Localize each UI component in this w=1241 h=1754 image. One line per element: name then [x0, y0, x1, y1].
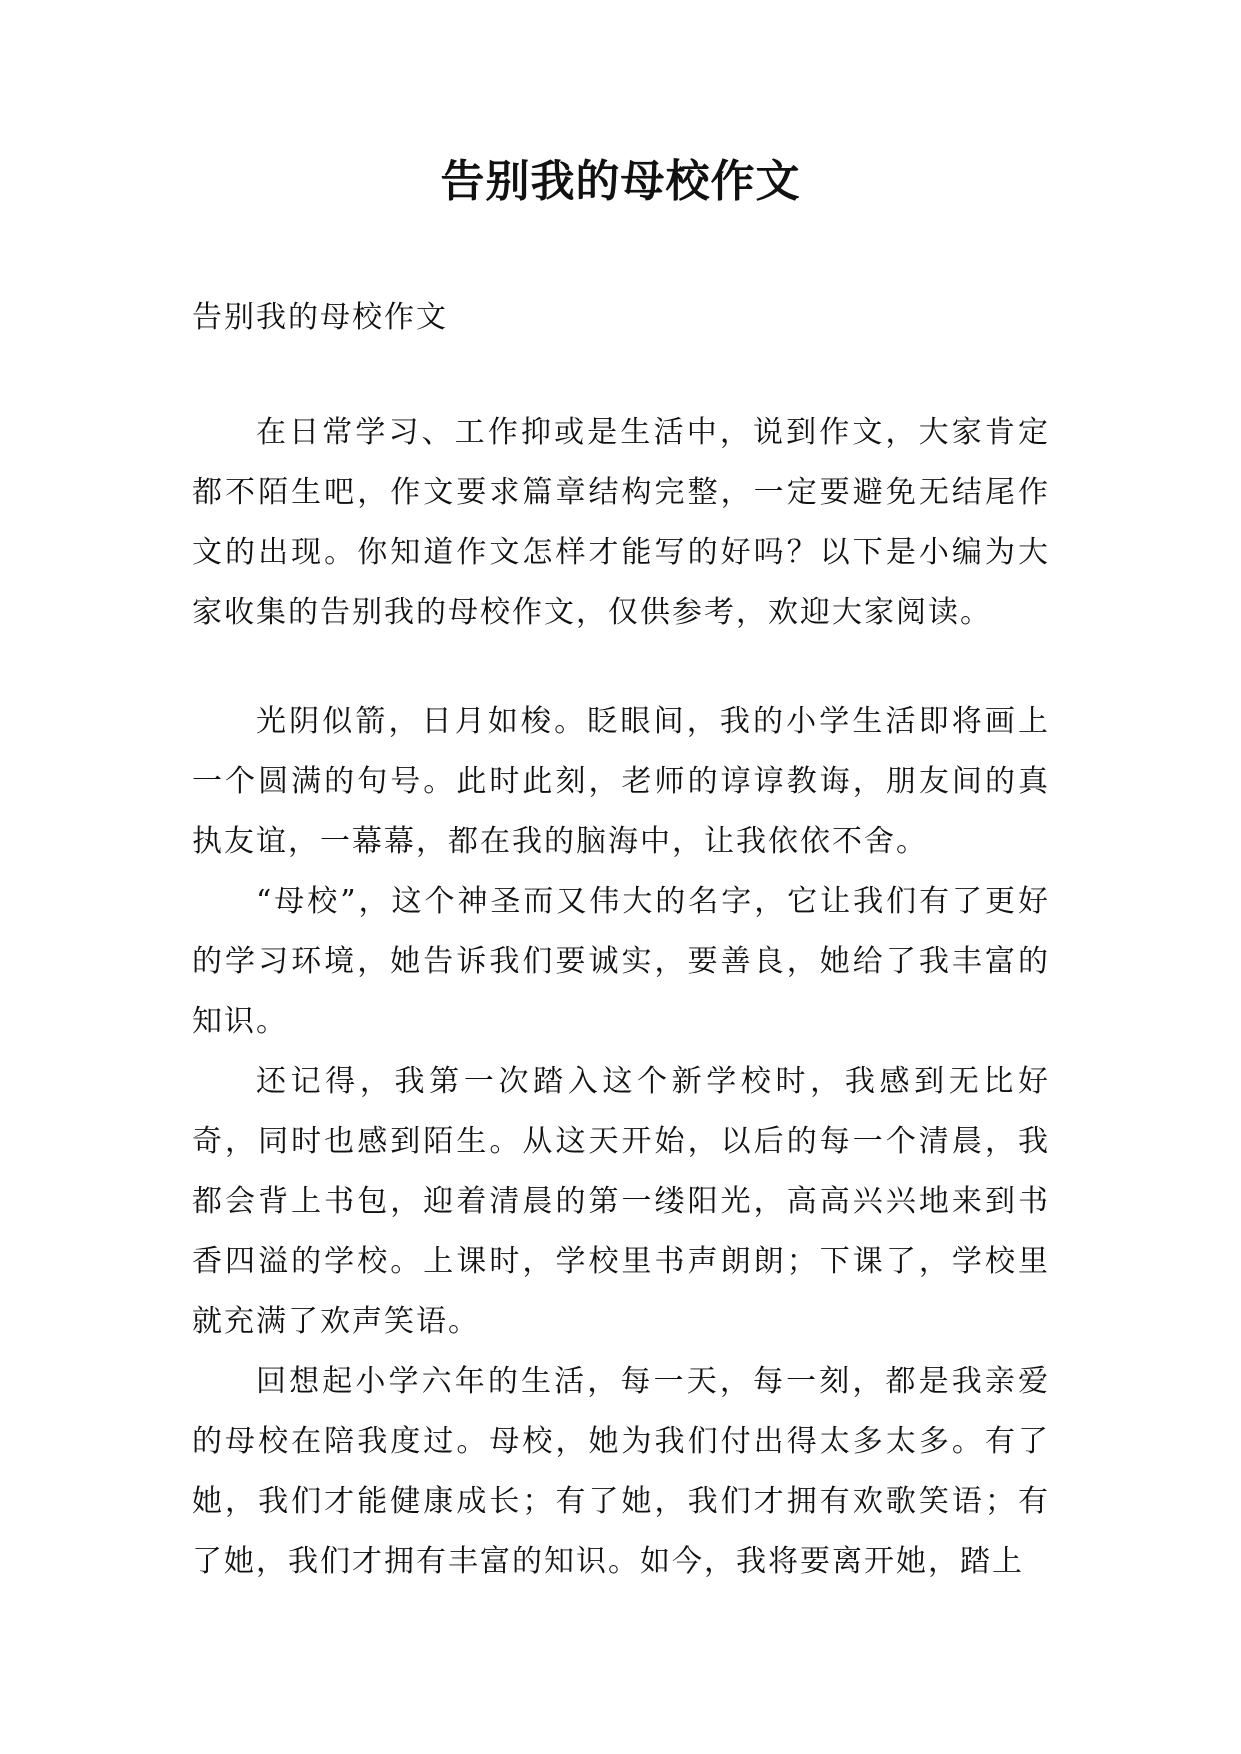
essay-paragraph-2: “母校”，这个神圣而又伟大的名字，它让我们有了更好的学习环境，她告诉我们要诚实，要善良，她给了我丰富的知识。	[192, 884, 1050, 1039]
essay-paragraph-1: 光阴似箭，日月如梭。眨眼间，我的小学生活即将画上一个圆满的句号。此时此刻，老师的谆谆教诲，朋友间的真执友谊，一幕幕，都在我的脑海中，让我依依不舍。	[192, 704, 1050, 859]
essay-paragraph-4: 回想起小学六年的生活，每一天，每一刻，都是我亲爱的母校在陪我度过。母校，她为我们付出得太多太多。有了她，我们才能健康成长；有了她，我们才拥有欢歌笑语；有了她，我们才拥有丰富的知识。如今，我将要离开她，踏上	[192, 1364, 1050, 1579]
document-title: 告别我的母校作文	[440, 156, 801, 207]
document-subtitle: 告别我的母校作文	[192, 300, 448, 335]
essay-paragraph-3: 还记得，我第一次踏入这个新学校时，我感到无比好奇，同时也感到陌生。从这天开始，以后的每一个清晨，我都会背上书包，迎着清晨的第一缕阳光，高高兴兴地来到书香四溢的学校。上课时，学校里书声朗朗；下课了，学校里就充满了欢声笑语。	[192, 1064, 1050, 1339]
intro-paragraph: 在日常学习、工作抑或是生活中，说到作文，大家肯定都不陌生吧，作文要求篇章结构完整，一定要避免无结尾作文的出现。你知道作文怎样才能写的好吗？以下是小编为大家收集的告别我的母校作文，仅供参考，欢迎大家阅读。	[192, 415, 1050, 630]
essay-body	[192, 692, 1050, 1592]
